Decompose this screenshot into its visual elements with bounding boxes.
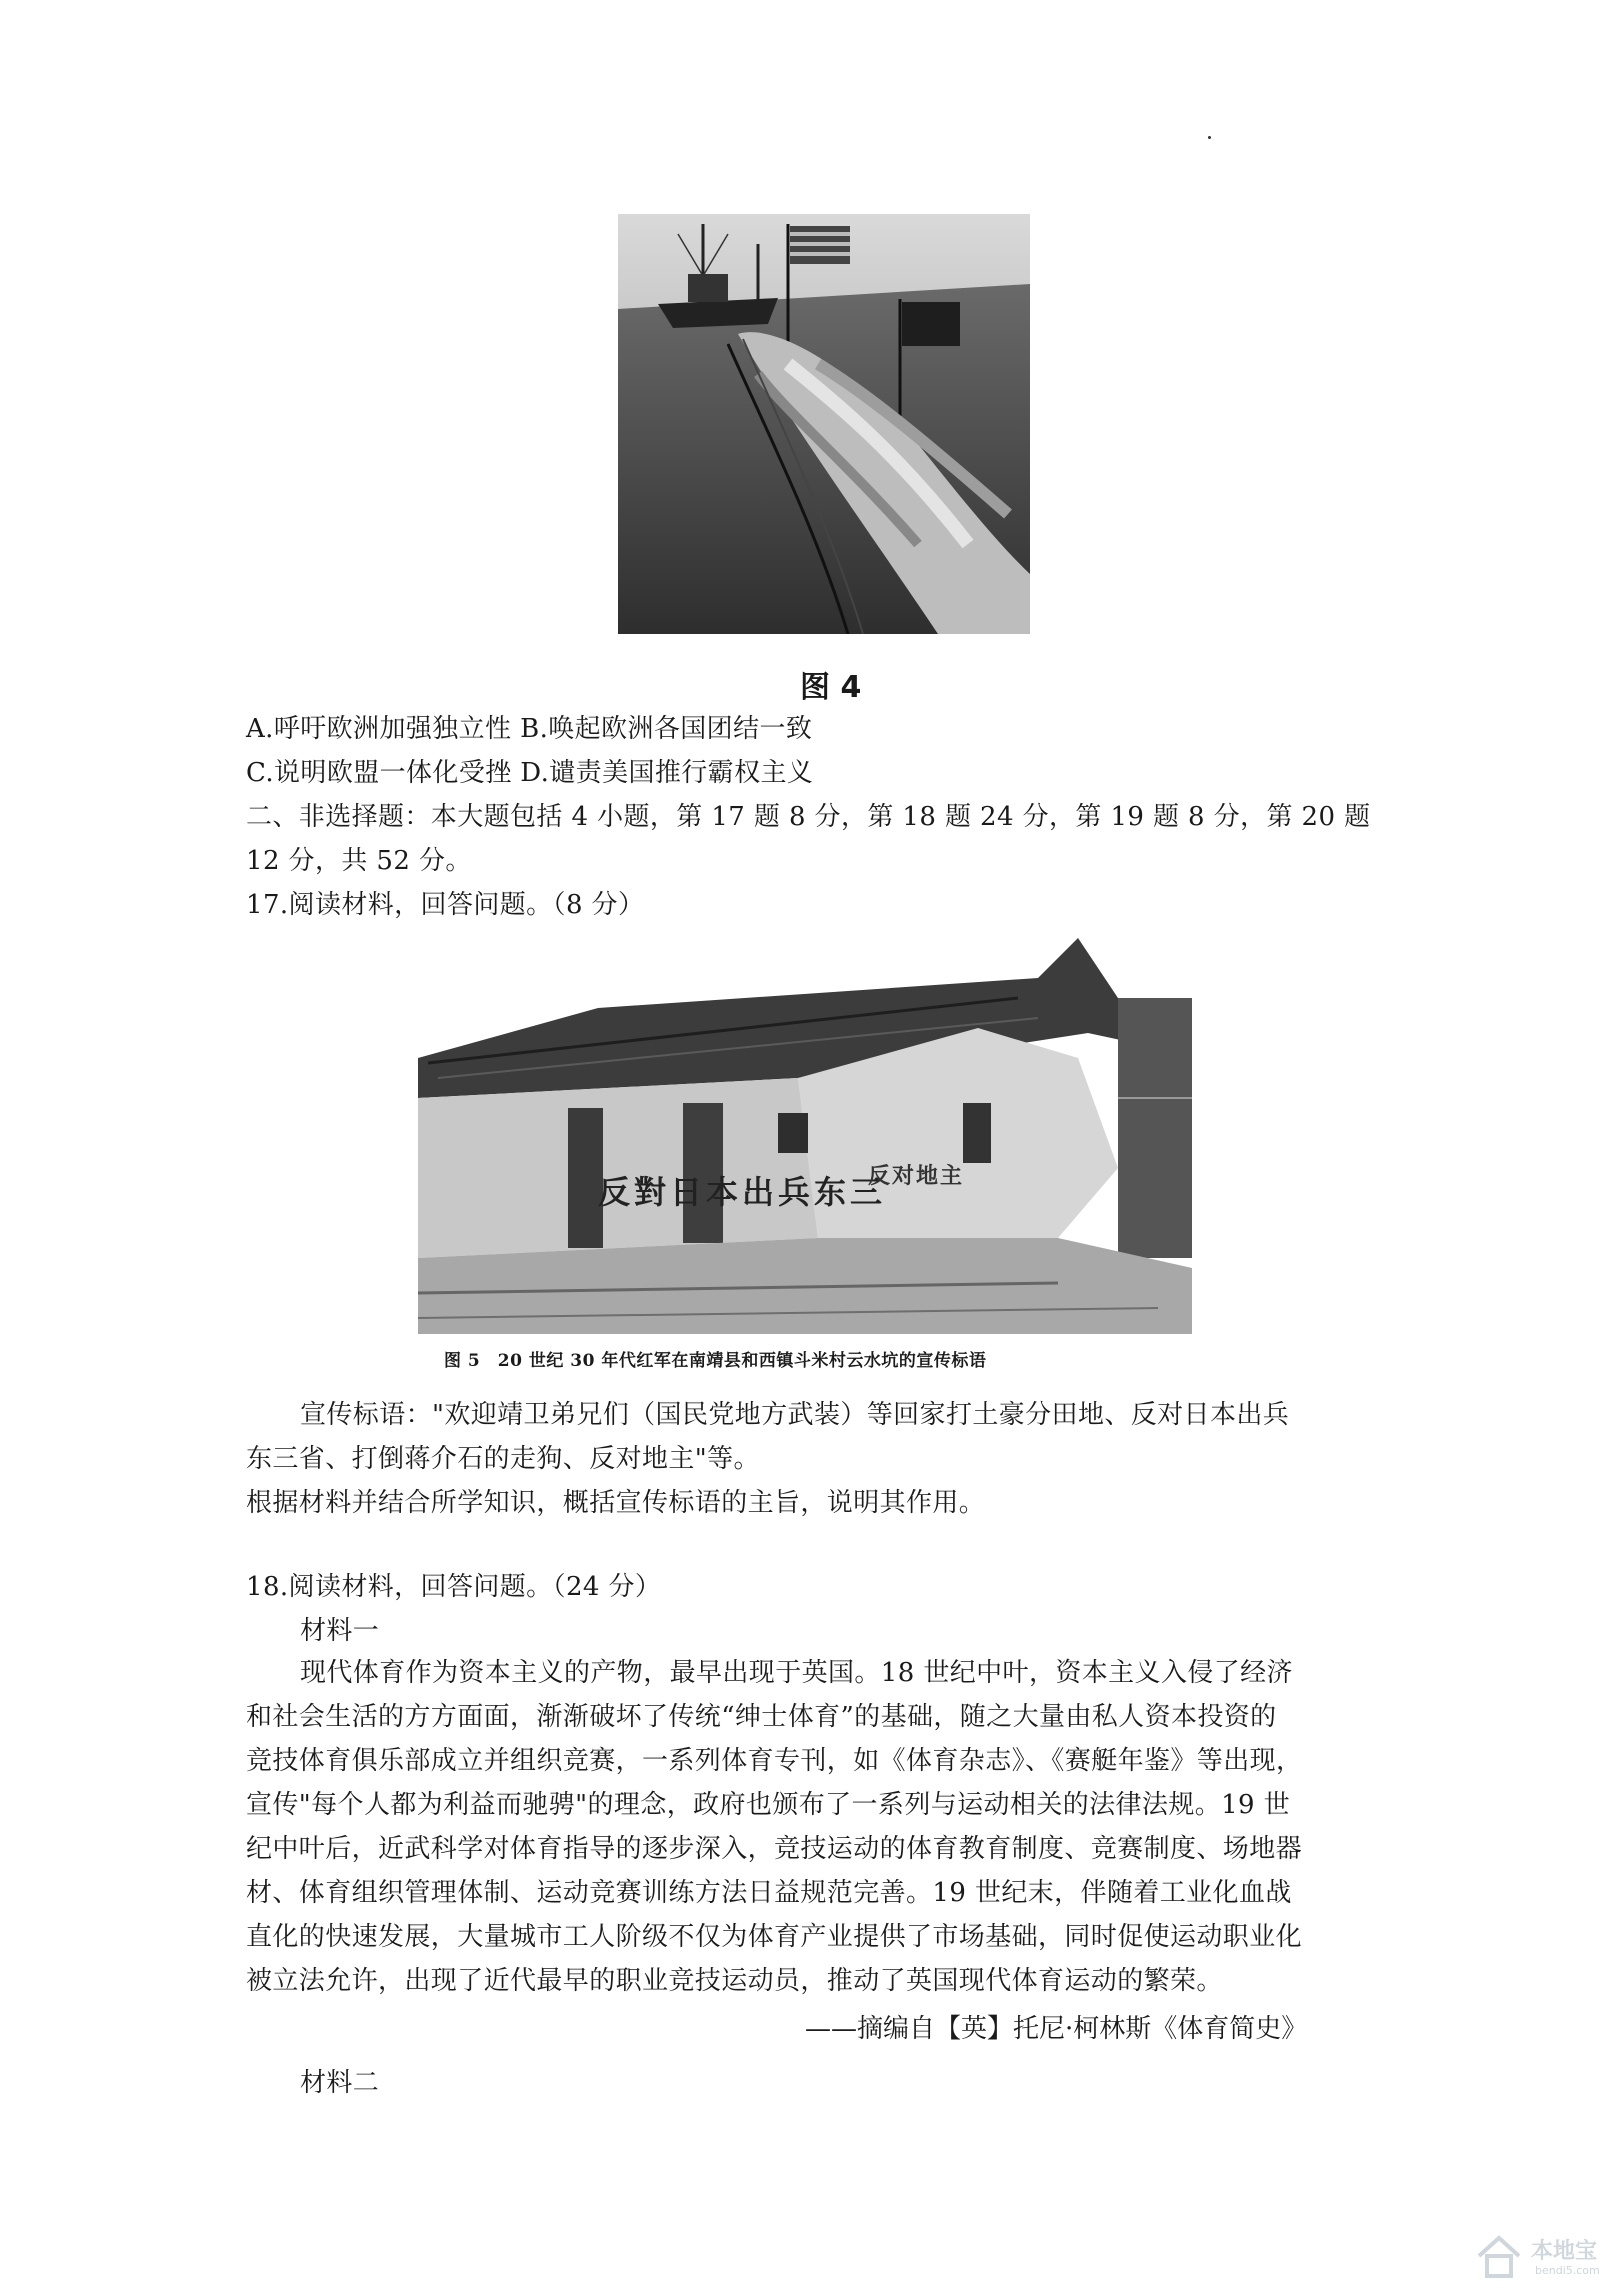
q18-material1-line: 和社会生活的方方面面，渐渐破坏了传统“绅士体育”的基础，随之大量由私人资本投资的	[246, 1702, 1277, 1732]
figure-5-photo	[418, 938, 1192, 1334]
figure-4-caption: 图 4	[800, 670, 862, 705]
figure-5-illustration	[418, 938, 1192, 1334]
q18-material1-line: 竞技体育俱乐部成立并组织竞赛，一系列体育专刊，如《体育杂志》、《赛艇年鉴》等出现，	[246, 1746, 1303, 1776]
q18-material1-line: 纪中叶后，近武科学对体育指导的逐步深入，竞技运动的体育教育制度、竞赛制度、场地器	[246, 1834, 1303, 1864]
q17-slogan-line-2: 东三省、打倒蒋介石的走狗、反对地主"等。	[246, 1444, 760, 1474]
figure-4-photo	[618, 214, 1030, 634]
figure-5-caption: 图 5 20 世纪 30 年代红军在南靖县和西镇斗米村云水坑的宣传标语	[444, 1351, 987, 1371]
section2-intro-line-2: 12 分，共 52 分。	[246, 846, 472, 876]
q17-slogan-line-1: 宣传标语："欢迎靖卫弟兄们（国民党地方武装）等回家打土豪分田地、反对日本出兵	[300, 1400, 1290, 1430]
q18-material1-line: 宣传"每个人都为利益而驰骋"的理念，政府也颁布了一系列与运动相关的法律法规。19 世	[246, 1790, 1291, 1820]
watermark-text: 本地宝	[1531, 2239, 1598, 2264]
q17-question: 根据材料并结合所学知识，概括宣传标语的主旨，说明其作用。	[246, 1488, 986, 1518]
section2-intro-line-1: 二、非选择题：本大题包括 4 小题，第 17 题 8 分，第 18 题 24 分，第 19 题 8 分，第 20 题	[246, 802, 1371, 832]
q18-material1-line: 材、体育组织管理体制、运动竞赛训练方法日益规范完善。19 世纪末，伴随着工业化血战	[246, 1878, 1292, 1908]
q16-options-line-1: A.呼吁欧洲加强独立性 B.唤起欧洲各国团结一致	[246, 714, 813, 744]
q18-material1-line: 被立法允许，出现了近代最早的职业竞技运动员，推动了英国现代体育运动的繁荣。	[246, 1966, 1223, 1996]
q18-material1-line: 现代体育作为资本主义的产物，最早出现于英国。18 世纪中叶，资本主义入侵了经济	[300, 1658, 1293, 1688]
figure-4-illustration	[618, 214, 1030, 634]
watermark	[1455, 2228, 1615, 2286]
q18-material1-label: 材料一	[300, 1616, 380, 1646]
q18-material1-line: 直化的快速发展，大量城市工人阶级不仅为体育产业提供了市场基础，同时促使运动职业化	[246, 1922, 1303, 1952]
q18-material1-source: ——摘编自【英】托尼·柯林斯《体育简史》	[805, 2014, 1308, 2044]
watermark-sub: bendi5.com	[1535, 2264, 1600, 2277]
figure-5-slogan-main: 反對日本出兵东三	[598, 1173, 887, 1211]
q18-header: 18.阅读材料，回答问题。（24 分）	[246, 1572, 662, 1602]
stray-dot	[1208, 136, 1211, 139]
q16-options-line-2: C.说明欧盟一体化受挫 D.谴责美国推行霸权主义	[246, 758, 814, 788]
figure-5-slogan-right: 反对地主	[868, 1163, 965, 1189]
q17-header: 17.阅读材料，回答问题。（8 分）	[246, 890, 645, 920]
house-logo-icon	[1475, 2234, 1523, 2280]
q18-material2-label: 材料二	[300, 2068, 380, 2098]
